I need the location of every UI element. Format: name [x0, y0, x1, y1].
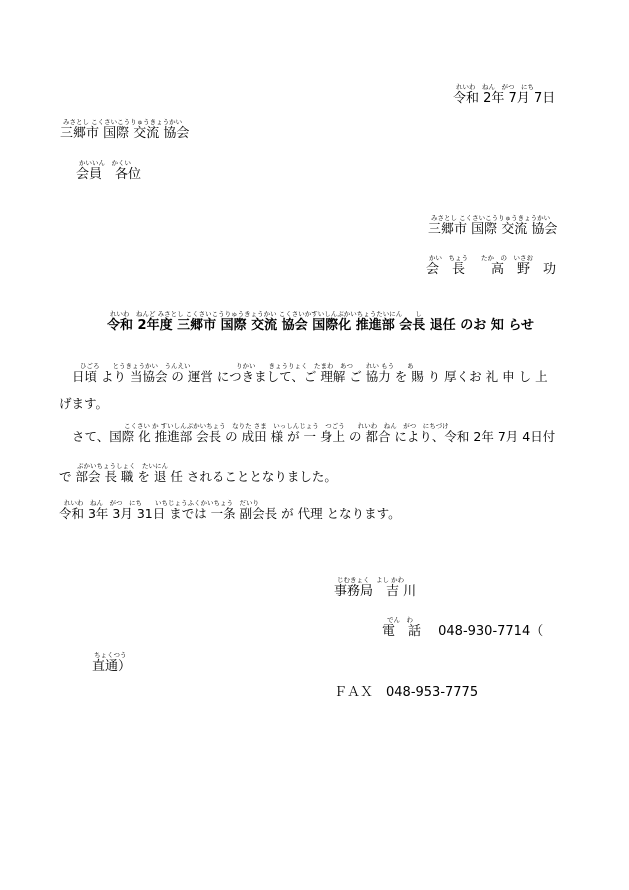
phone-number: 電 話 048-930-7714（ [382, 624, 544, 639]
body-line5-ruby: れいわ ねん がつ にち いちじょうふくかいちょう だいり [64, 499, 259, 507]
sender-org-ruby: みさとし こくさいこうりゅうきょうかい [431, 214, 551, 222]
date-ruby: れいわ ねん がつ にち [456, 83, 534, 91]
body-line4-ruby: ぶかいちょうしょく たいにん [77, 462, 168, 470]
body-line3-ruby: こくさい か すいしんぶかいちょう なりた さま いっしんじょう つごう れいわ ねん がつ にちづけ [124, 422, 449, 430]
sender-name-ruby: かい ちょう たか の いさお [429, 254, 533, 262]
direct-ruby: ちょくつう [94, 651, 127, 659]
fax-number: ＦＡＸ 048-953-7775 [334, 685, 479, 700]
body-line1: 日頃 より 当協会 の 運営 につきまして、ご 理解 ご 協力 を 賜 り 厚くお 礼 申 し 上 [72, 369, 548, 384]
phone-direct-note: 直通） [92, 659, 132, 674]
body-line3: さて、国際 化 推進部 会長 の 成田 様 が 一 身上 の 都合 により、令和 2年 7月 4日付 [72, 429, 556, 444]
recipient-org-ruby: みさとし こくさいこうりゅうきょうかい [63, 118, 183, 126]
recipient-members: 会員 各位 [76, 167, 142, 182]
body-line4: で 部会 長 職 を 退 任 されることとなりました。 [59, 469, 337, 484]
body-line1-ruby: ひごろ とうきょうかい うんえい りかい きょうりょく たまわ あつ れい もう あ [80, 362, 414, 370]
office-contact: 事務局 吉 川 [334, 584, 417, 599]
body-line5: 令和 3年 3月 31日 までは 一条 副会長 が 代理 となります。 [59, 506, 401, 521]
document-date: 令和 2年 7月 7日 [453, 91, 556, 106]
office-ruby: じむきょく よし かわ [337, 576, 405, 584]
body-line2: げます。 [59, 396, 109, 411]
recipient-members-ruby: かいいん かくい [79, 159, 131, 167]
title-ruby: れいわ ねんど みさとし こくさいこうりゅうきょうかい こくさいかすいしんぶかいちょうたいにん し [110, 310, 422, 318]
sender-name: 会 長 高 野 功 [426, 262, 557, 277]
document-title: 令和 2年度 三郷市 国際 交流 協会 国際化 推進部 会長 退任 のお 知 らせ [107, 318, 534, 333]
sender-org: 三郷市 国際 交流 協会 [428, 222, 558, 237]
recipient-org: 三郷市 国際 交流 協会 [60, 126, 190, 141]
phone-ruby: でん わ [387, 616, 413, 624]
